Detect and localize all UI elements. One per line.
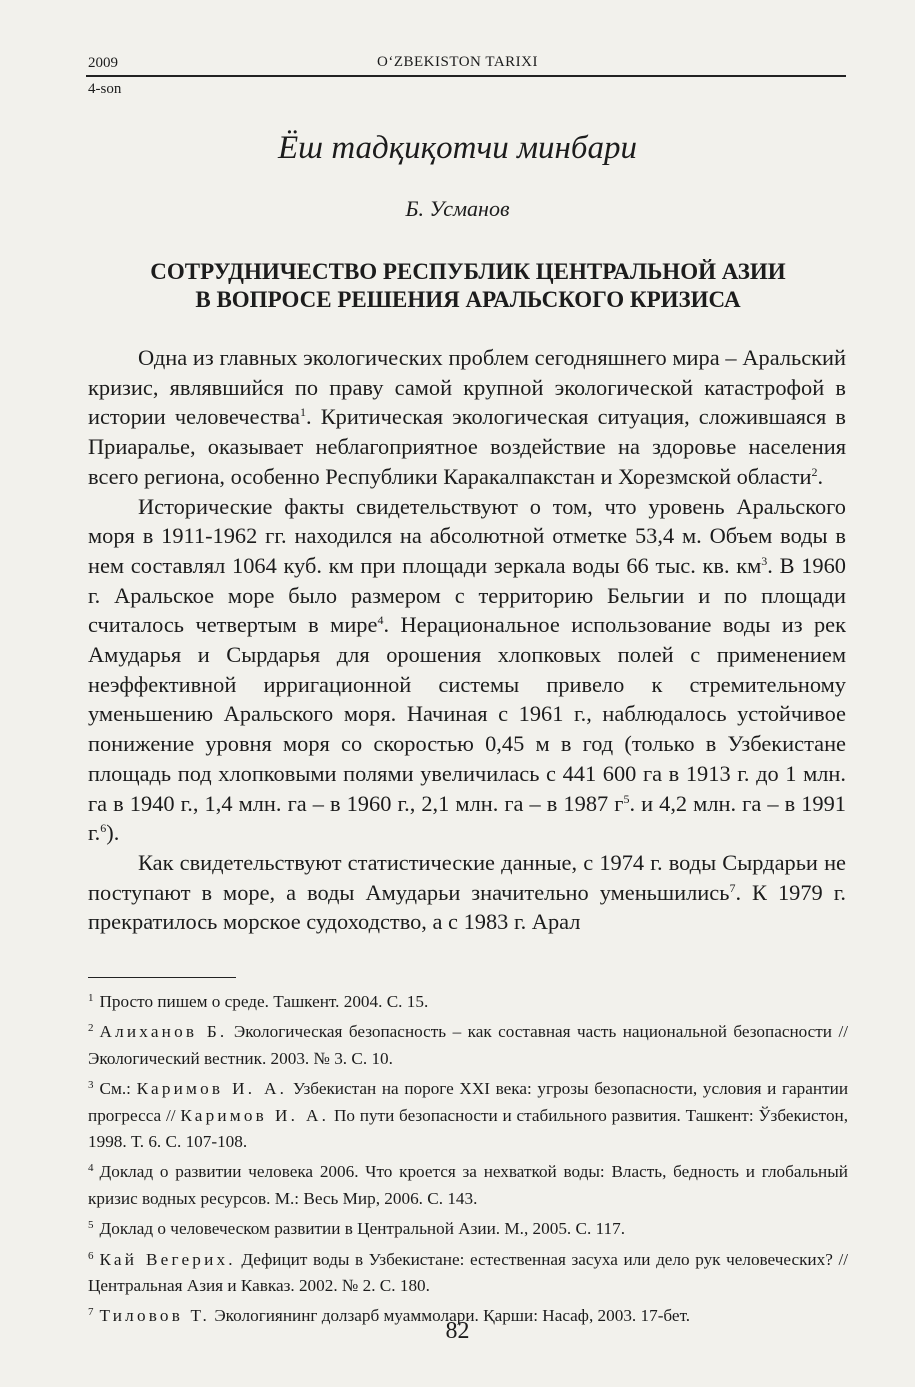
author: Б. Усманов [405,196,510,221]
footnote-text: См.: [99,1079,131,1099]
footnote [88,1072,848,1155]
paragraph-text: Исторические факты свидетельствуют о том, что уровень Аральского моря в 1911-1962 гг. находился на абсолютной отметке 53,4 м. Объем воды в нем составлял 1064 куб. км при площади зеркала воды 66 тыс. кв. км [88,493,846,578]
page-number: 82 [445,1318,470,1344]
footnote-text: Доклад о человеческом развитии в Центральной Азии. М., 2005. С. 117. [99,1219,626,1239]
header-issue: 4-son [88,81,122,97]
footnote-number: 4 [88,1162,94,1175]
footnotes [88,985,848,1330]
footnote-author: Кай Вегерих. [99,1249,236,1269]
footnote-number: 5 [88,1219,94,1232]
footnote-number: 2 [88,1022,94,1035]
paragraph-text: Одна из главных экологических проблем сегодняшнего мира – Аральский кризис, являвшийся по праву самой крупной экологической катастрофой в истории человечества [88,345,846,430]
footnote-text: Доклад о развитии человека 2006. Что кроется за нехваткой воды: Власть, бедность и глобальный кризис водных ресурсов. М.: Весь Мир, 2006. С. 143. [88,1162,848,1208]
footnote-text: По пути безопасности и стабильного развития. Ташкент: Ўзбекистон, 1998. Т. 6. С. 107-108. [88,1105,849,1152]
footnote-text: Просто пишем о среде. Ташкент. 2004. С. 15. [99,992,429,1011]
footnote-number: 7 [88,1306,94,1319]
paragraph-text: . Нерациональное использование воды из рек Амударья и Сырдарья для орошения хлопковых полей с применением неэффективной ирригационной системы привело к стремительному уменьшению Аральского моря. Начиная с 1961 г., наблюдалось устойчивое понижение уровня моря со скоростью 0,45 м в год (только в Узбекистане площадь под хлопковыми полями увеличилась с 441 600 га в 1913 г. до 1 млн. га в 1940 г., 1,4 млн. га – в 1960 г., 2,1 млн. га – в 1987 г [88,612,846,816]
footnote [88,1243,848,1300]
paragraph-text: . и 4,2 млн. га – в 1991 г. [88,790,846,846]
paragraph-text: . [817,463,824,489]
footnote-ref: 1 [299,405,306,420]
header-year: 2009 [88,55,118,71]
footnote-text: Экологиянинг долзарб муаммолари. Қарши: Насаф, 2003. 17-бет. [214,1306,691,1326]
footnote-text: Узбекистан на пороге XXI века: угрозы безопасности, условия и гарантии прогресса // [88,1079,849,1125]
article-body [88,343,846,937]
paragraph-text: . К 1979 г. прекратилось морское судоходство, а с 1983 г. Арал [88,879,846,935]
header-journal-title: O‘ZBEKISTON TARIXI [377,54,538,70]
footnote-author: Алиханов Б. [99,1022,228,1042]
footnote-separator [88,977,236,978]
paragraph-text: . Критическая экологическая ситуация, сложившаяся в Приаралье, оказывает неблагоприятное воздействие на здоровье населения всего региона, особенно Республики Каракалпакстан и Хорезмской области [88,404,846,489]
paragraph [88,848,846,937]
header-rule [86,75,846,77]
paragraph-text: ). [106,820,120,846]
footnote-ref: 7 [729,880,736,895]
title-line-2: В ВОПРОСЕ РЕШЕНИЯ АРАЛЬСКОГО КРИЗИСА [195,287,741,312]
footnote-ref: 3 [761,553,768,568]
footnote-author: Каримов И. А. [180,1105,330,1125]
paragraph [88,492,846,848]
footnote-ref: 2 [811,464,818,479]
article-title [90,258,846,314]
footnote-author: Тиловов Т. [99,1306,211,1326]
footnote-number: 6 [88,1249,94,1262]
footnote-number: 1 [88,992,94,1004]
footnote-author: Каримов И. А. [136,1079,288,1099]
footnote-ref: 4 [377,613,384,628]
paragraph-text: . В 1960 г. Аральское море было размером с территорию Бельгии и по площади считалось четвертым в мире [88,552,846,638]
paragraph-text: Как свидетельствуют статистические данные, с 1974 г. воды Сырдарьи не поступают в море, а воды Амударьи значительно уменьшились [88,849,846,905]
paragraph [88,343,846,492]
footnote-number: 3 [88,1079,94,1092]
footnote [88,1015,848,1072]
title-line-1: СОТРУДНИЧЕСТВО РЕСПУБЛИК ЦЕНТРАЛЬНОЙ АЗИИ [150,259,786,284]
footnote-text: Экологическая безопасность – как составная часть национальной безопасности // Экологический вестник. 2003. № 3. С. 10. [88,1022,848,1068]
footnote [88,1212,848,1242]
footnote-ref: 6 [100,821,107,836]
footnote [88,1155,848,1212]
section-title: Ёш тадқиқотчи минбари [278,130,637,166]
footnote-text: Дефицит воды в Узбекистане: естественная засуха или дело рук человеческих? // Центральная Азия и Кавказ. 2002. № 2. С. 180. [88,1249,848,1296]
footnote [88,985,848,1015]
footnote-ref: 5 [623,791,630,806]
